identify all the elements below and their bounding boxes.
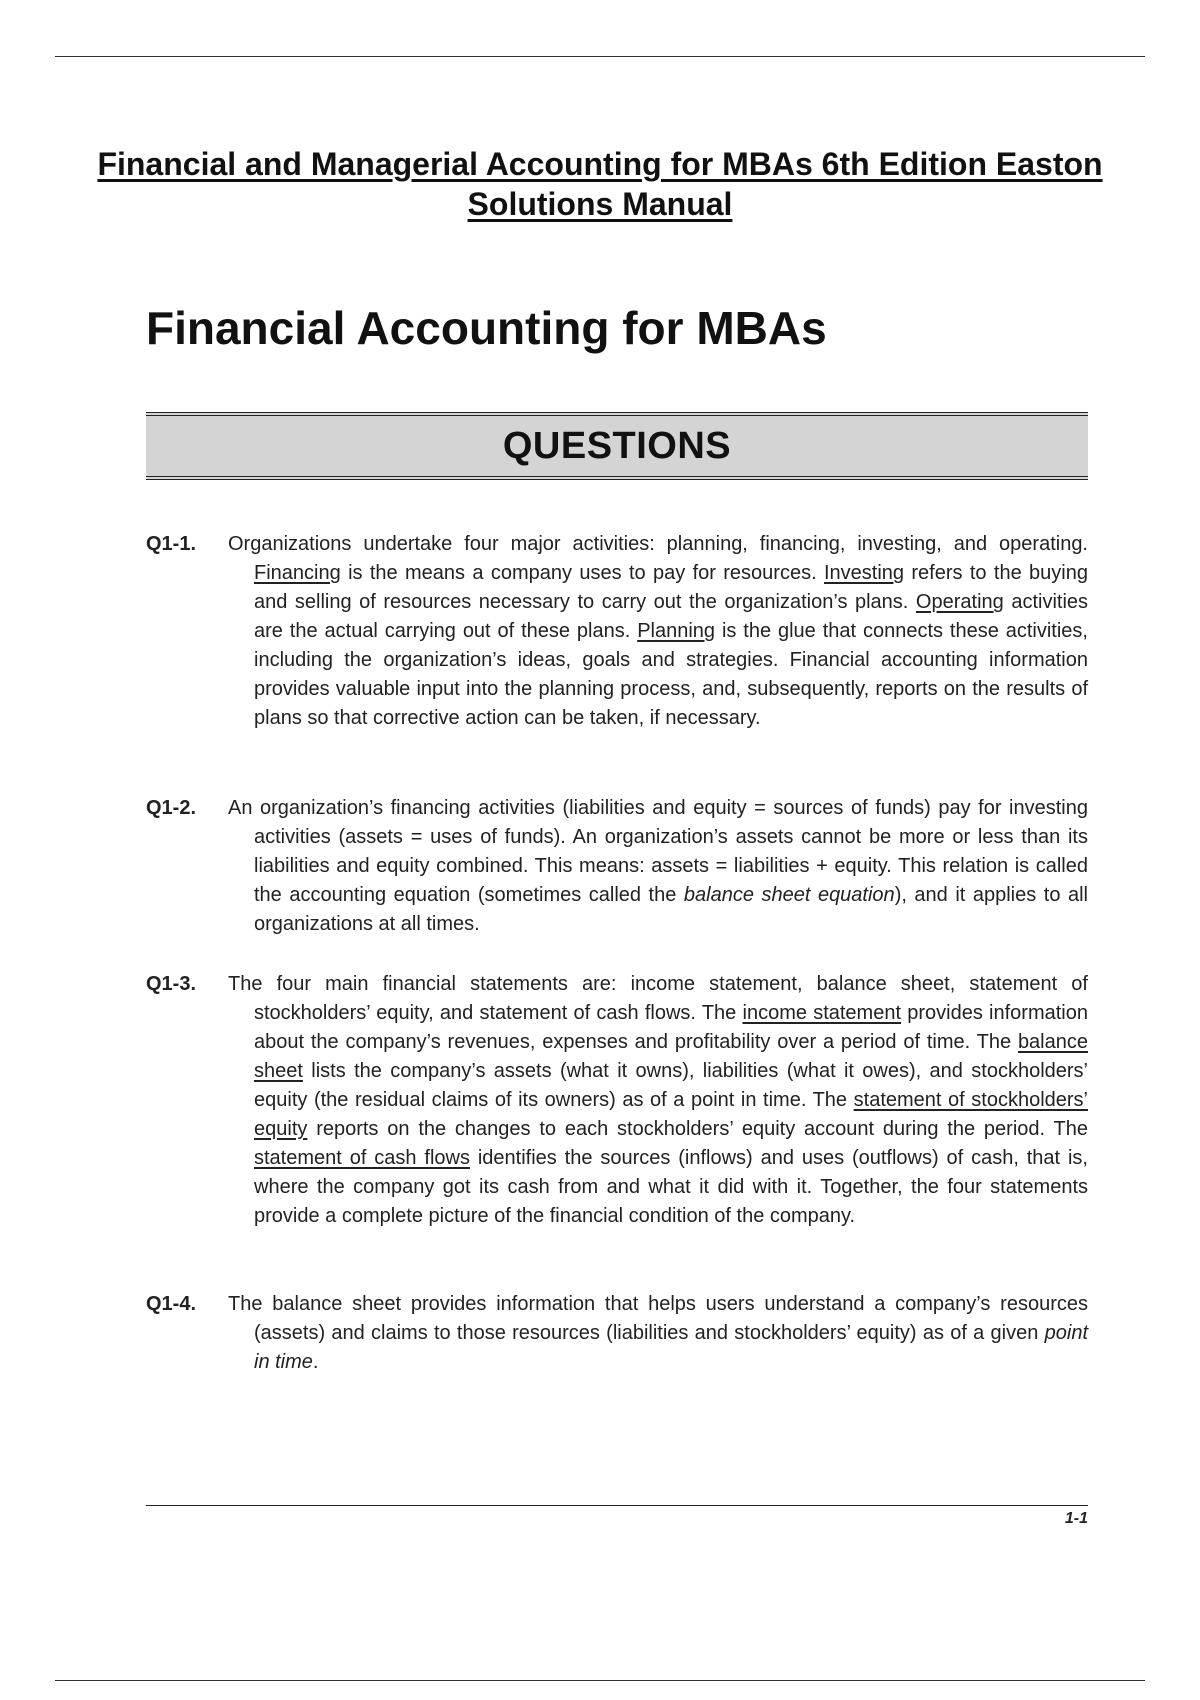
question-answer: [228, 794, 1089, 939]
page-number: 1-1: [1064, 1510, 1088, 1527]
document-title-line-1: Financial and Managerial Accounting for MBAs 6th Edition Easton: [97, 146, 1103, 182]
answer-text: The four main financial statements are: income statement, balance sheet, statement of stockholders’ equity, and statement of cash flows. The: [228, 973, 1088, 1024]
question-item: [146, 970, 1088, 1231]
answer-text: activities are the actual carrying out of these plans.: [254, 591, 1089, 642]
answer-text: identifies the sources (inflows) and uses (outflows) of cash, that is, where the company got its cash from and what it did with it. Together, the four statements provide a complete picture of the financial condition of the company.: [254, 1147, 1088, 1227]
answer-term-investing: Investing: [823, 562, 905, 584]
answer-text: reports on the changes to each stockholders’ equity account during the period. The: [307, 1118, 1088, 1140]
question-answer: [228, 970, 1088, 1231]
answer-text: Organizations undertake four major activities: planning, financing, investing, and operating.: [228, 533, 1088, 555]
answer-term-balance-sheet: balance sheet: [254, 1031, 1088, 1082]
questions-banner: [146, 412, 1088, 480]
question-number: Q1-2.: [146, 797, 197, 819]
answer-text: .: [312, 1351, 319, 1373]
answer-term-cash-flows: statement of cash flows: [254, 1147, 470, 1169]
answer-emphasis: balance sheet equation: [683, 884, 895, 906]
question-item: [146, 1290, 1088, 1377]
answer-term-financing: Financing: [254, 562, 341, 584]
document-title-line-2: Solutions Manual: [467, 186, 733, 222]
questions-banner-label: QUESTIONS: [502, 424, 732, 467]
question-number: Q1-4.: [146, 1293, 197, 1315]
bottom-divider: [55, 1680, 1145, 1681]
footer-divider: [146, 1505, 1088, 1506]
document-title: [60, 144, 1140, 224]
answer-term-planning: Planning: [637, 620, 716, 642]
answer-term-income-statement: income statement: [742, 1002, 902, 1024]
top-divider: [55, 56, 1145, 57]
chapter-title: Financial Accounting for MBAs: [146, 302, 827, 354]
answer-emphasis: point in time: [254, 1322, 1088, 1373]
answer-text: is the means a company uses to pay for resources.: [340, 562, 824, 584]
answer-term-operating: Operating: [915, 591, 1004, 613]
answer-text: provides information about the company’s revenues, expenses and profitability over a period of time. The: [254, 1002, 1088, 1053]
answer-term-stockholders-equity: statement of stockholders’ equity: [254, 1089, 1088, 1140]
answer-text: The balance sheet provides information that helps users understand a company’s resources (assets) and claims to those resources (liabilities and stockholders’ equity) as of a given: [228, 1293, 1088, 1344]
question-number: Q1-3.: [146, 973, 197, 995]
question-answer: [228, 1290, 1088, 1377]
answer-text: An organization’s financing activities (liabilities and equity = sources of funds) pay for investing activities (assets = uses of funds). An organization’s assets cannot be more or less than its liabilities and equity combined. This means: assets = liabilities + equity. This relation is called the accounting equation (sometimes called the: [228, 797, 1088, 906]
question-answer: [228, 530, 1089, 733]
answer-text: is the glue that connects these activities, including the organization’s ideas, goals and strategies. Financial accounting information provides valuable input into the planning process, and, subsequently, reports on the results of plans so that corrective action can be taken, if necessary.: [254, 620, 1088, 729]
question-item: [146, 530, 1088, 733]
question-item: [146, 794, 1088, 939]
answer-text: ), and it applies to all organizations at all times.: [254, 884, 1089, 935]
answer-text: lists the company’s assets (what it owns), liabilities (what it owes), and stockholders’ equity (the residual claims of its owners) as of a point in time. The: [254, 1060, 1088, 1111]
question-number: Q1-1.: [146, 533, 197, 555]
answer-text: refers to the buying and selling of resources necessary to carry out the organization’s plans.: [254, 562, 1088, 613]
